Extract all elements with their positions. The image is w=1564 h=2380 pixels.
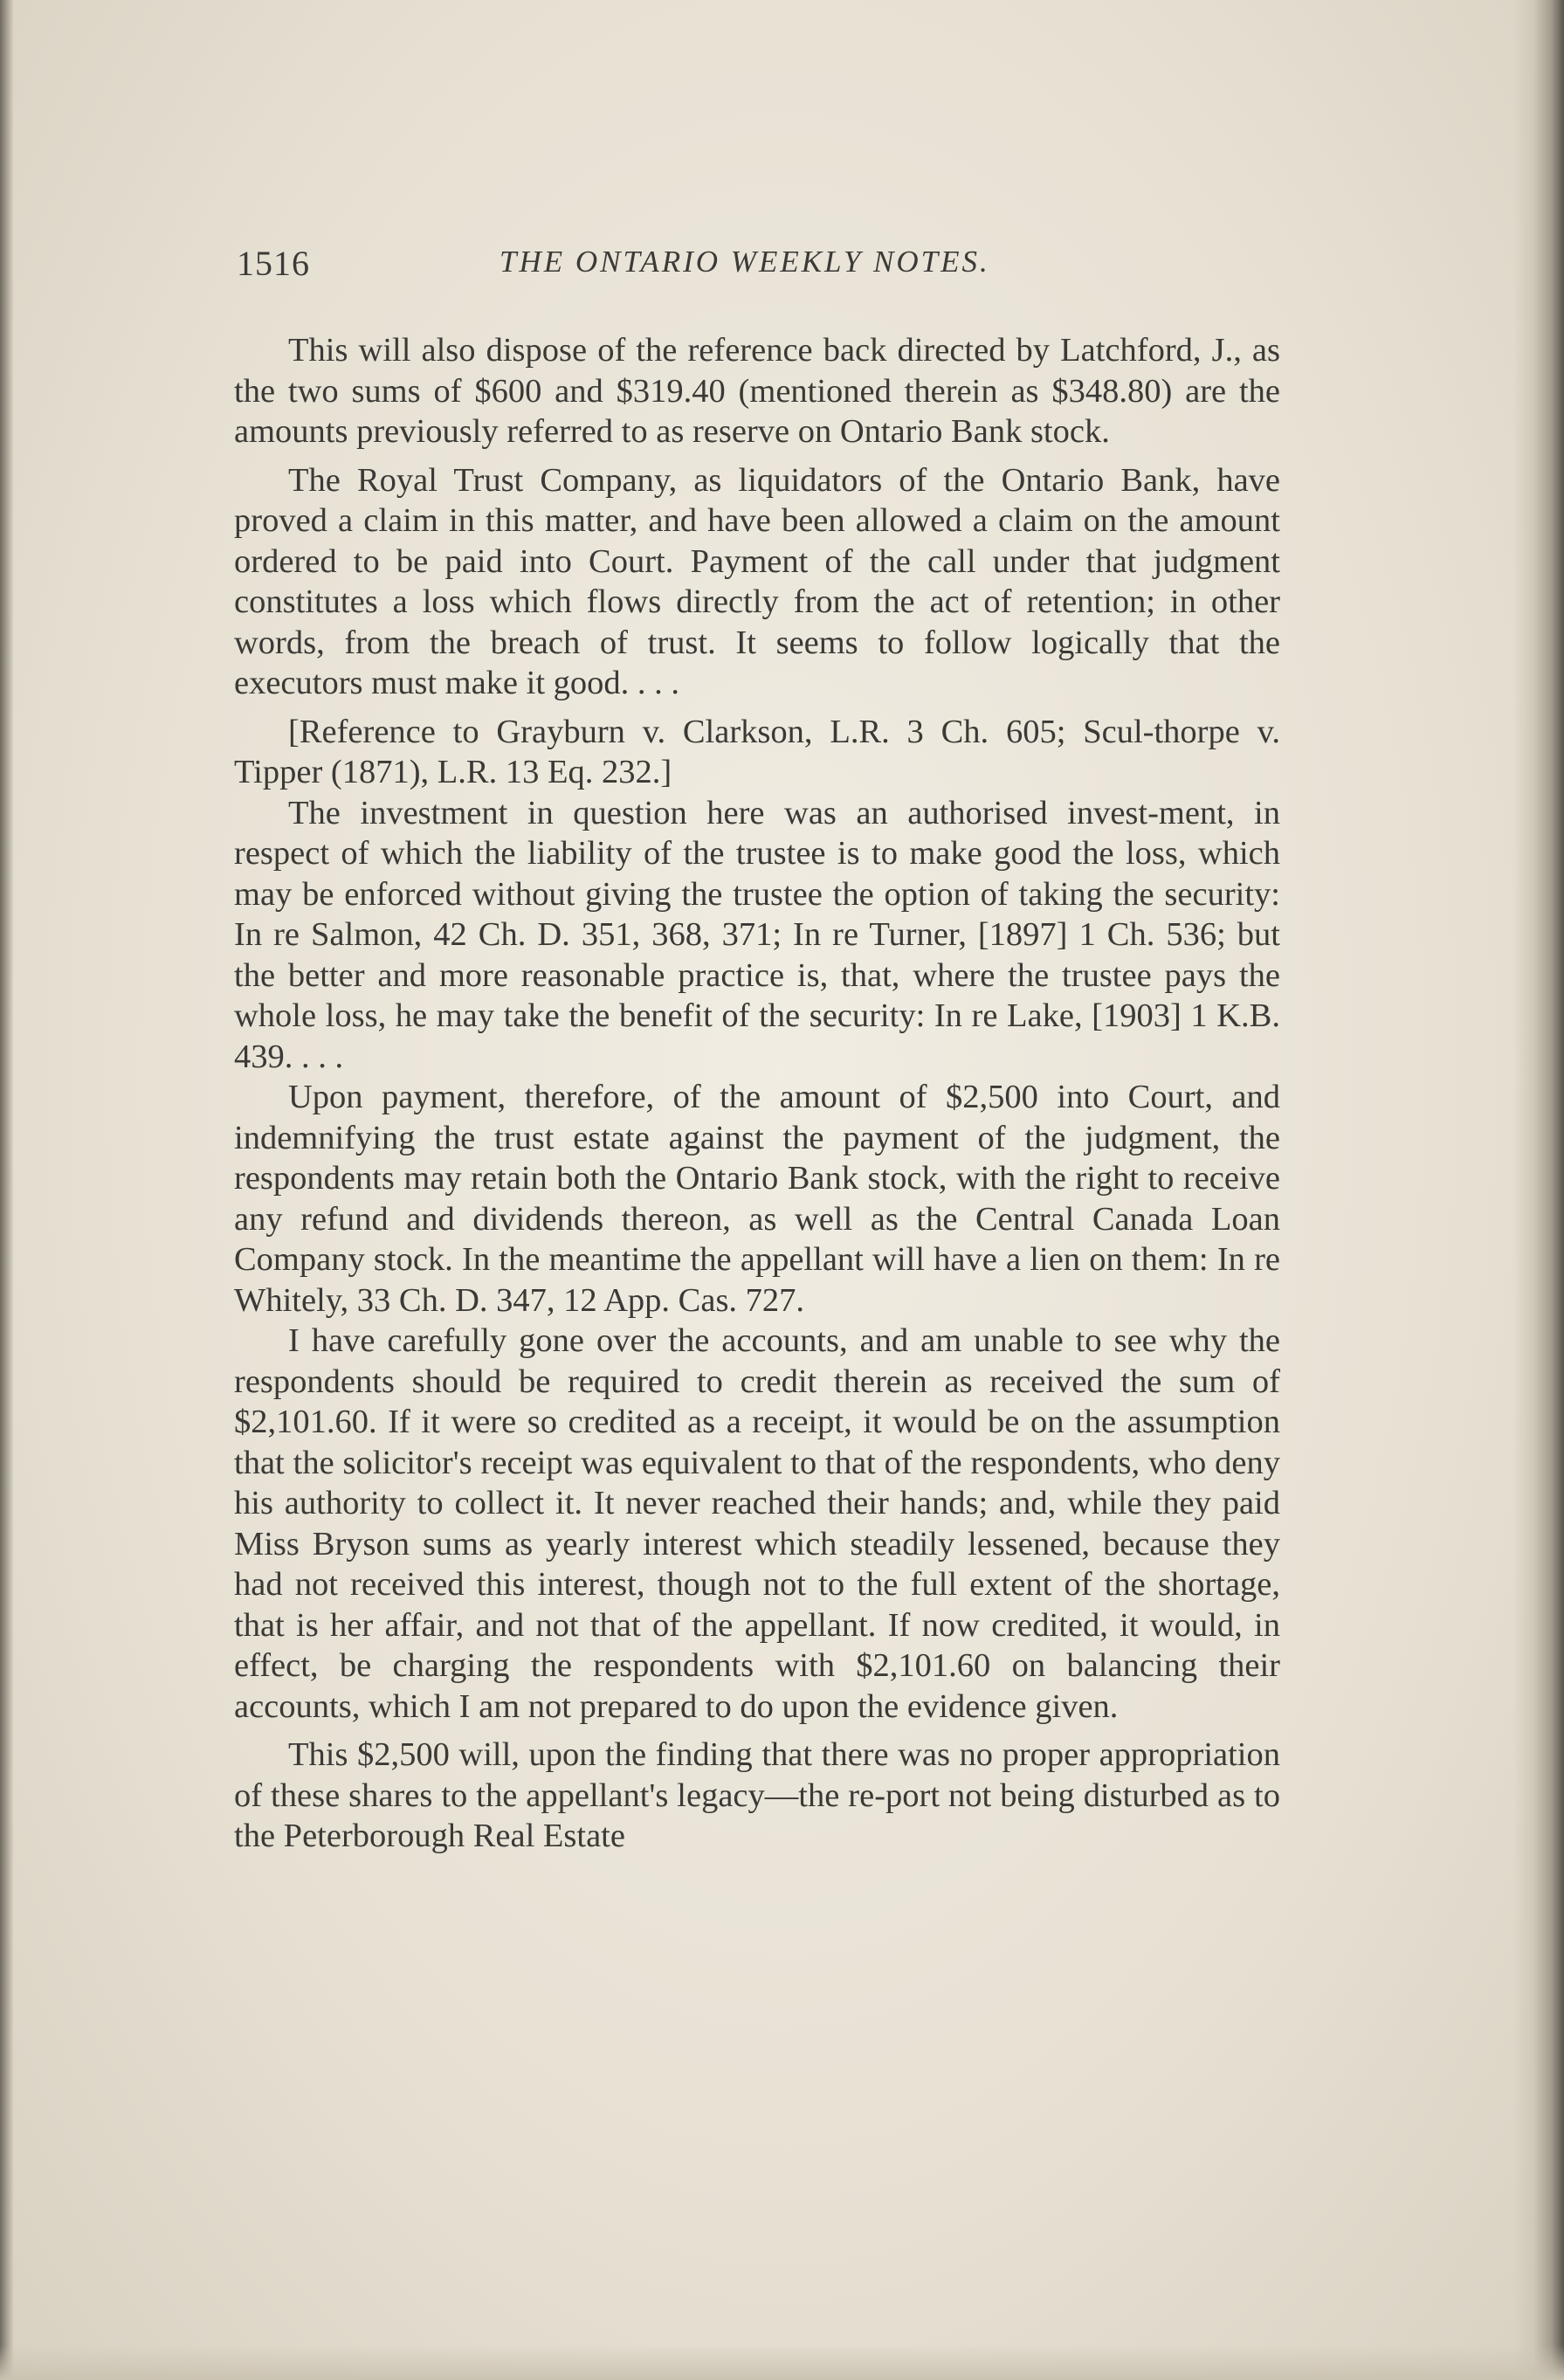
page-bottom-edge [0, 2345, 1564, 2380]
paragraph-reference-citation: [Reference to Grayburn v. Clarkson, L.R. 3 Ch. 605; Scul-thorpe v. Tipper (1871), L.R. 13 Eq. 232.] [234, 713, 1280, 790]
running-title: THE ONTARIO WEEKLY NOTES. [500, 245, 990, 279]
paragraph-accounts: I have carefully gone over the accounts, and am unable to see why the respondents should be required to credit therein as received the sum of $2,101.60. If it were so credited as a receipt, it would be on the assumption that the solicitor's receipt was equivalent to that of the respondents, who deny his authority to collect it. It never reached their hands; and, while they paid Miss Bryson sums as yearly interest which steadily lessened, because they had not received this interest, though not to the full extent of the shortage, that is her affair, and not that of the appellant. If now credited, it would, in effect, be charging the respondents with $2,101.60 on balancing their accounts, which I am not prepared to do upon the evidence given. [234, 1322, 1280, 1725]
paragraph-royal-trust-claim: The Royal Trust Company, as liquidators of the Ontario Bank, have proved a claim in this matter, and have been allowed a claim on the amount ordered to be paid into Court. Payment of the call under that judgment constitutes a loss which flows directly from the act of retention; in other words, from the breach of trust. It seems to follow logically that the executors must make it good. . . . [234, 461, 1280, 701]
page-left-edge [0, 0, 14, 2380]
body-text [234, 330, 1280, 1865]
paragraph-authorised-investment: The investment in question here was an authorised invest-ment, in respect of which the liability of the trustee is to make good the loss, which may be enforced without giving the trustee the option of taking the security: In re Salmon, 42 Ch. D. 351, 368, 371; In re Turner, [1897] 1 Ch. 536; but the better and more reasonable practice is, that, where the trustee pays the whole loss, he may take the benefit of the security: In re Lake, [1903] 1 K.B. 439. . . . [234, 794, 1280, 1075]
page-number: 1516 [237, 244, 310, 283]
paragraph-appropriation: This $2,500 will, upon the finding that there was no proper appropriation of these shares to the appellant's legacy—the re-port not being disturbed as to the Peterborough Real Estate [234, 1736, 1280, 1854]
paragraph-reference-back: This will also dispose of the reference back directed by Latchford, J., as the two sums of $600 and $319.40 (mentioned therein as $348.80) are the amounts previously referred to as reserve on Ontario Bank stock. [234, 332, 1280, 450]
paragraph-upon-payment: Upon payment, therefore, of the amount of $2,500 into Court, and indemnifying the trust estate against the payment of the judgment, the respondents may retain both the Ontario Bank stock, with the right to receive any refund and dividends thereon, as well as the Central Canada Loan Company stock. In the meantime the appellant will have a lien on them: In re Whitely, 33 Ch. D. 347, 12 App. Cas. 727. [234, 1079, 1280, 1319]
page-right-edge [1513, 0, 1564, 2380]
page-header [237, 243, 1285, 295]
